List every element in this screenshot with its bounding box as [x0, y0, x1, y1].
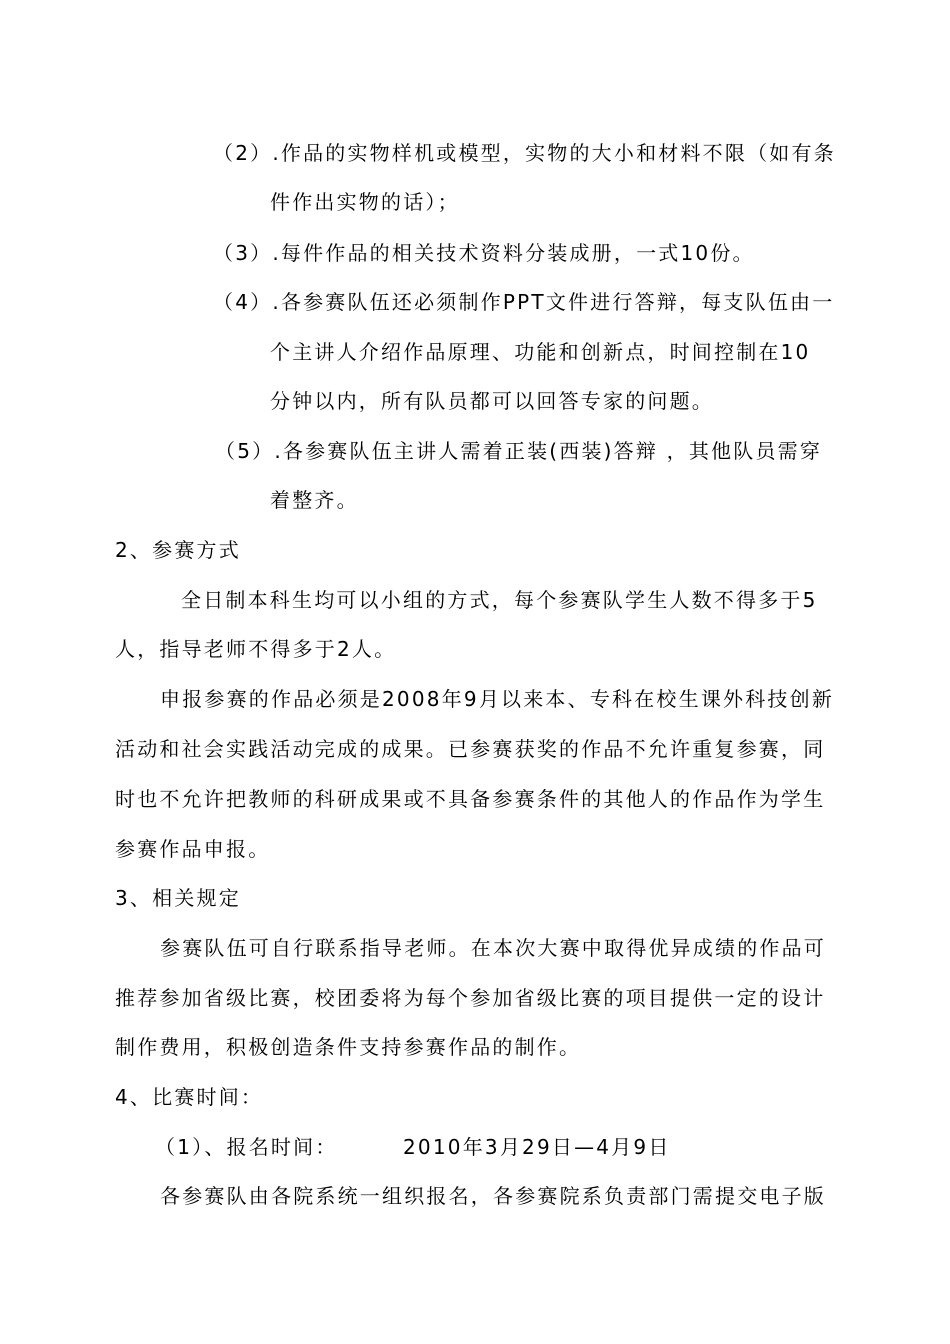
section-2-heading: 2、参赛方式 [115, 538, 241, 562]
section-3-para-1-line-3: 制作费用，积极创造条件支持参赛作品的制作。 [115, 1035, 582, 1059]
section-2-para-2-line-1: 申报参赛的作品必须是2008年9月以来本、专科在校生课外科技创新 [160, 687, 835, 711]
requirement-item-4-line-2: 个主讲人介绍作品原理、功能和创新点，时间控制在10 [270, 340, 811, 364]
requirement-item-4-line-1: （4）.各参赛队伍还必须制作PPT文件进行答辩，每支队伍由一 [213, 290, 835, 314]
requirement-item-2-line-1: （2）.作品的实物样机或模型，实物的大小和材料不限（如有条 [213, 141, 836, 165]
section-2-para-2-line-2: 活动和社会实践活动完成的成果。已参赛获奖的作品不允许重复参赛，同 [115, 737, 826, 761]
requirement-item-4-line-3: 分钟以内，所有队员都可以回答专家的问题。 [270, 389, 714, 413]
registration-time-value: 2010年3月29日—4月9日 [403, 1135, 671, 1159]
section-3-para-1-line-2: 推荐参加省级比赛，校团委将为每个参加省级比赛的项目提供一定的设计 [115, 986, 826, 1010]
registration-time-label: （1）、报名时间： [155, 1135, 338, 1159]
section-2-para-1-line-1: 全日制本科生均可以小组的方式，每个参赛队学生人数不得多于5 [181, 588, 818, 612]
section-3-para-1-line-1: 参赛队伍可自行联系指导老师。在本次大赛中取得优异成绩的作品可 [160, 936, 826, 960]
requirement-item-2-line-2: 件作出实物的话）； [270, 190, 460, 214]
section-2-para-2-line-4: 参赛作品申报。 [115, 837, 271, 861]
requirement-item-3-line-1: （3）.每件作品的相关技术资料分装成册，一式10份。 [213, 241, 755, 265]
requirement-item-5-line-2: 着整齐。 [270, 488, 359, 512]
section-3-heading: 3、相关规定 [115, 886, 241, 910]
section-2-para-2-line-3: 时也不允许把教师的科研成果或不具备参赛条件的其他人的作品作为学生 [115, 787, 826, 811]
section-2-para-1-line-2: 人，指导老师不得多于2人。 [115, 637, 397, 661]
requirement-item-5-line-1: （5）.各参赛队伍主讲人需着正装(西装)答辩 ，其他队员需穿 [215, 439, 823, 463]
section-4-heading: 4、比赛时间： [115, 1085, 264, 1109]
section-4-para-1-line-1: 各参赛队由各院系统一组织报名，各参赛院系负责部门需提交电子版 [160, 1184, 826, 1208]
